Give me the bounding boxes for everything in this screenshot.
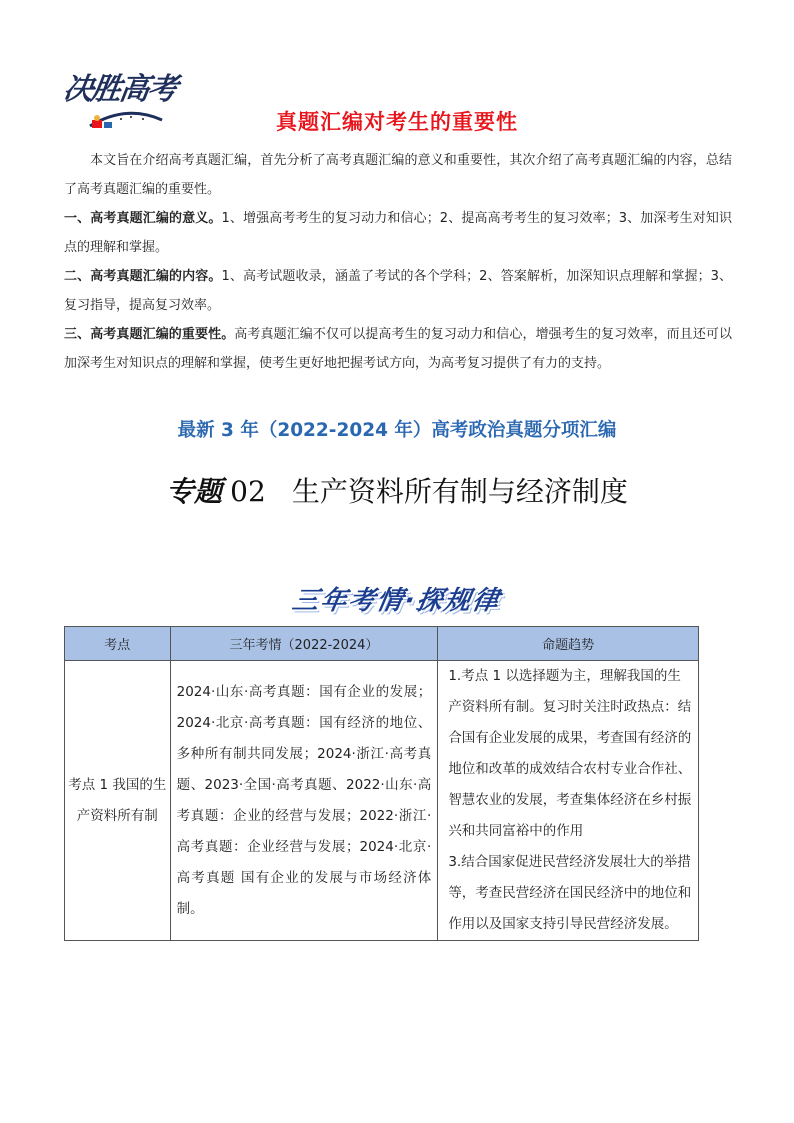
cell-trend: [438, 661, 699, 941]
topic-prefix: 专题: [166, 475, 223, 508]
header-history: 三年考情（2022-2024）: [170, 627, 438, 661]
section-body: 高考真题汇编不仅可以提高考生的复习动力和信心，增强考生的复习效率，而且还可以加深考生对知识点的理解和掌握，使考生更好地把握考试方向，为高考复习提供了有力的支持。: [64, 327, 732, 371]
subtitle: 最新 3 年（2022-2024 年）高考政治真题分项汇编: [177, 420, 617, 441]
section-heading: 一、高考真题汇编的意义。: [64, 211, 222, 226]
table-header-row: [65, 627, 699, 661]
table-row: [65, 661, 699, 941]
trend-item: 3.结合国家促进民营经济发展壮大的举措等，考查民营经济在国民经济中的地位和作用以及国家支持引导民营经济发展。: [448, 854, 692, 932]
topic-number: 02: [230, 475, 266, 508]
section-meaning: [64, 204, 732, 262]
section-importance: [64, 320, 732, 378]
section-heading: 二、高考真题汇编的内容。: [64, 269, 222, 284]
header-trend: 命题趋势: [438, 627, 699, 661]
section-banner: [0, 578, 794, 619]
banner-text: 三年考情·探规律: [289, 586, 504, 616]
main-title: 真题汇编对考生的重要性: [276, 110, 518, 134]
section-body: 1、增强高考考生的复习动力和信心；2、提高高考考生的复习效率；3、加深考生对知识点的理解和掌握。: [64, 211, 732, 255]
section-content: [64, 262, 732, 320]
section-heading: 三、高考真题汇编的重要性。: [64, 327, 235, 342]
trend-item: 1.考点 1 以选择题为主，理解我国的生产资料所有制。复习时关注时政热点：结合国有企业发展的成果，考查国有经济的地位和改革的成效结合农村专业合作社、智慧农业的发展，考查集体经济在乡村振兴和共同富裕中的作用: [448, 668, 692, 839]
exam-analysis-table: [64, 626, 699, 941]
header-point: 考点: [65, 627, 171, 661]
intro-paragraph: 本文旨在介绍高考真题汇编，首先分析了高考真题汇编的意义和重要性，其次介绍了高考真题汇编的内容，总结了高考真题汇编的重要性。: [64, 153, 732, 197]
logo-text: 决胜高考: [61, 72, 178, 107]
section-body: 1、高考试题收录，涵盖了考试的各个学科；2、答案解析，加深知识点理解和掌握；3、复习指导，提高复习效率。: [64, 269, 732, 313]
topic-name: 生产资料所有制与经济制度: [291, 475, 628, 508]
topic-title: [0, 470, 794, 510]
cell-point: 考点 1 我国的生产资料所有制: [65, 661, 171, 941]
cell-history: 2024·山东·高考真题：国有企业的发展；2024·北京·高考真题：国有经济的地位、多种所有制共同发展；2024·浙江·高考真题、2023·全国·高考真题、2022·山东·高考真题：企业的经营与发展；2022·浙江·高考真题：企业经营与发展；2024·北京·高考真题 国有企业的发展与市场经济体制。: [170, 661, 438, 941]
